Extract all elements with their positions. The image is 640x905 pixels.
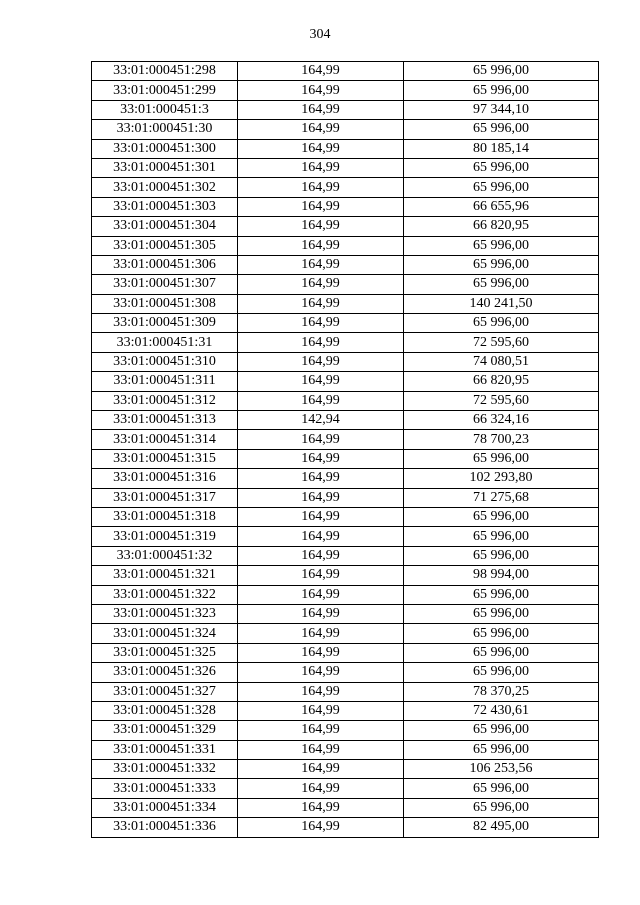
cadastral-number-cell: 33:01:000451:305 [92, 236, 238, 255]
cadastral-number-cell: 33:01:000451:308 [92, 294, 238, 313]
table-row [92, 721, 599, 740]
cadastral-number-cell: 33:01:000451:309 [92, 314, 238, 333]
cadastral-value-cell: 65 996,00 [404, 255, 599, 274]
cadastral-number-cell: 33:01:000451:301 [92, 158, 238, 177]
table-row [92, 643, 599, 662]
cadastral-number-cell: 33:01:000451:3 [92, 100, 238, 119]
area-cell: 164,99 [238, 120, 404, 139]
cadastral-value-cell: 65 996,00 [404, 120, 599, 139]
cadastral-value-cell: 66 655,96 [404, 197, 599, 216]
cadastral-number-cell: 33:01:000451:300 [92, 139, 238, 158]
cadastral-number-cell: 33:01:000451:323 [92, 604, 238, 623]
table-row [92, 139, 599, 158]
table-row [92, 255, 599, 274]
cadastral-value-cell: 140 241,50 [404, 294, 599, 313]
area-cell: 164,99 [238, 701, 404, 720]
table-row [92, 604, 599, 623]
area-cell: 164,99 [238, 760, 404, 779]
cadastral-number-cell: 33:01:000451:299 [92, 81, 238, 100]
cadastral-value-cell: 65 996,00 [404, 81, 599, 100]
cadastral-number-cell: 33:01:000451:326 [92, 663, 238, 682]
table-body [92, 62, 599, 838]
cadastral-number-cell: 33:01:000451:30 [92, 120, 238, 139]
area-cell: 164,99 [238, 663, 404, 682]
cadastral-number-cell: 33:01:000451:334 [92, 798, 238, 817]
cadastral-number-cell: 33:01:000451:314 [92, 430, 238, 449]
area-cell: 164,99 [238, 527, 404, 546]
area-cell: 164,99 [238, 158, 404, 177]
cadastral-value-cell: 72 430,61 [404, 701, 599, 720]
area-cell: 164,99 [238, 818, 404, 837]
cadastral-value-cell: 74 080,51 [404, 352, 599, 371]
table-row [92, 585, 599, 604]
cadastral-value-cell: 97 344,10 [404, 100, 599, 119]
area-cell: 164,99 [238, 275, 404, 294]
area-cell: 164,99 [238, 352, 404, 371]
table-row [92, 120, 599, 139]
table-row [92, 62, 599, 81]
table-row [92, 430, 599, 449]
cadastral-number-cell: 33:01:000451:328 [92, 701, 238, 720]
cadastral-number-cell: 33:01:000451:325 [92, 643, 238, 662]
cadastral-value-cell: 65 996,00 [404, 236, 599, 255]
area-cell: 164,99 [238, 197, 404, 216]
cadastral-value-table [91, 61, 599, 838]
area-cell: 164,99 [238, 217, 404, 236]
area-cell: 142,94 [238, 411, 404, 430]
cadastral-number-cell: 33:01:000451:313 [92, 411, 238, 430]
area-cell: 164,99 [238, 236, 404, 255]
table-row [92, 197, 599, 216]
area-cell: 164,99 [238, 643, 404, 662]
cadastral-number-cell: 33:01:000451:302 [92, 178, 238, 197]
table-row [92, 798, 599, 817]
cadastral-value-cell: 80 185,14 [404, 139, 599, 158]
area-cell: 164,99 [238, 546, 404, 565]
table-row [92, 314, 599, 333]
table-row [92, 352, 599, 371]
area-cell: 164,99 [238, 178, 404, 197]
area-cell: 164,99 [238, 469, 404, 488]
area-cell: 164,99 [238, 62, 404, 81]
cadastral-number-cell: 33:01:000451:311 [92, 372, 238, 391]
table-row [92, 372, 599, 391]
cadastral-value-cell: 65 996,00 [404, 740, 599, 759]
table-row [92, 275, 599, 294]
table-row [92, 391, 599, 410]
table-row [92, 818, 599, 837]
area-cell: 164,99 [238, 255, 404, 274]
area-cell: 164,99 [238, 372, 404, 391]
cadastral-value-cell: 106 253,56 [404, 760, 599, 779]
table-row [92, 740, 599, 759]
cadastral-value-cell: 65 996,00 [404, 798, 599, 817]
table-row [92, 178, 599, 197]
table-row [92, 333, 599, 352]
table-row [92, 217, 599, 236]
cadastral-value-cell: 102 293,80 [404, 469, 599, 488]
cadastral-number-cell: 33:01:000451:303 [92, 197, 238, 216]
area-cell: 164,99 [238, 721, 404, 740]
cadastral-number-cell: 33:01:000451:298 [92, 62, 238, 81]
cadastral-number-cell: 33:01:000451:329 [92, 721, 238, 740]
table-row [92, 566, 599, 585]
cadastral-value-cell: 65 996,00 [404, 624, 599, 643]
table-row [92, 779, 599, 798]
cadastral-value-cell: 72 595,60 [404, 391, 599, 410]
cadastral-value-cell: 65 996,00 [404, 62, 599, 81]
cadastral-value-cell: 82 495,00 [404, 818, 599, 837]
cadastral-value-cell: 66 324,16 [404, 411, 599, 430]
cadastral-value-cell: 98 994,00 [404, 566, 599, 585]
table-row [92, 81, 599, 100]
cadastral-value-cell: 78 370,25 [404, 682, 599, 701]
table-row [92, 527, 599, 546]
table-row [92, 760, 599, 779]
cadastral-value-cell: 65 996,00 [404, 663, 599, 682]
area-cell: 164,99 [238, 139, 404, 158]
table-row [92, 507, 599, 526]
cadastral-value-cell: 65 996,00 [404, 643, 599, 662]
cadastral-value-cell: 65 996,00 [404, 449, 599, 468]
cadastral-number-cell: 33:01:000451:304 [92, 217, 238, 236]
cadastral-number-cell: 33:01:000451:310 [92, 352, 238, 371]
table-row [92, 158, 599, 177]
area-cell: 164,99 [238, 100, 404, 119]
table-row [92, 682, 599, 701]
table-row [92, 488, 599, 507]
table-row [92, 701, 599, 720]
cadastral-number-cell: 33:01:000451:336 [92, 818, 238, 837]
area-cell: 164,99 [238, 314, 404, 333]
table-row [92, 624, 599, 643]
cadastral-number-cell: 33:01:000451:312 [92, 391, 238, 410]
cadastral-value-cell: 65 996,00 [404, 721, 599, 740]
cadastral-number-cell: 33:01:000451:331 [92, 740, 238, 759]
area-cell: 164,99 [238, 604, 404, 623]
area-cell: 164,99 [238, 391, 404, 410]
cadastral-number-cell: 33:01:000451:324 [92, 624, 238, 643]
cadastral-number-cell: 33:01:000451:307 [92, 275, 238, 294]
cadastral-value-cell: 66 820,95 [404, 217, 599, 236]
cadastral-number-cell: 33:01:000451:321 [92, 566, 238, 585]
cadastral-number-cell: 33:01:000451:306 [92, 255, 238, 274]
area-cell: 164,99 [238, 566, 404, 585]
cadastral-value-cell: 65 996,00 [404, 527, 599, 546]
area-cell: 164,99 [238, 740, 404, 759]
table-row [92, 449, 599, 468]
cadastral-number-cell: 33:01:000451:31 [92, 333, 238, 352]
table-row [92, 546, 599, 565]
table-row [92, 411, 599, 430]
area-cell: 164,99 [238, 488, 404, 507]
cadastral-number-cell: 33:01:000451:322 [92, 585, 238, 604]
cadastral-number-cell: 33:01:000451:333 [92, 779, 238, 798]
area-cell: 164,99 [238, 624, 404, 643]
area-cell: 164,99 [238, 798, 404, 817]
table-row [92, 236, 599, 255]
cadastral-value-cell: 78 700,23 [404, 430, 599, 449]
cadastral-number-cell: 33:01:000451:315 [92, 449, 238, 468]
cadastral-value-cell: 65 996,00 [404, 585, 599, 604]
area-cell: 164,99 [238, 449, 404, 468]
cadastral-value-cell: 65 996,00 [404, 158, 599, 177]
cadastral-value-cell: 65 996,00 [404, 178, 599, 197]
area-cell: 164,99 [238, 507, 404, 526]
cadastral-value-cell: 65 996,00 [404, 546, 599, 565]
table-row [92, 294, 599, 313]
cadastral-value-cell: 65 996,00 [404, 604, 599, 623]
cadastral-value-cell: 72 595,60 [404, 333, 599, 352]
table-row [92, 663, 599, 682]
area-cell: 164,99 [238, 294, 404, 313]
cadastral-value-cell: 65 996,00 [404, 275, 599, 294]
page-number: 304 [309, 27, 331, 42]
area-cell: 164,99 [238, 430, 404, 449]
table-row [92, 469, 599, 488]
cadastral-number-cell: 33:01:000451:332 [92, 760, 238, 779]
area-cell: 164,99 [238, 81, 404, 100]
table-row [92, 100, 599, 119]
cadastral-number-cell: 33:01:000451:316 [92, 469, 238, 488]
cadastral-number-cell: 33:01:000451:32 [92, 546, 238, 565]
cadastral-number-cell: 33:01:000451:317 [92, 488, 238, 507]
area-cell: 164,99 [238, 779, 404, 798]
cadastral-value-cell: 65 996,00 [404, 314, 599, 333]
area-cell: 164,99 [238, 333, 404, 352]
cadastral-number-cell: 33:01:000451:318 [92, 507, 238, 526]
area-cell: 164,99 [238, 682, 404, 701]
area-cell: 164,99 [238, 585, 404, 604]
cadastral-value-cell: 66 820,95 [404, 372, 599, 391]
cadastral-number-cell: 33:01:000451:319 [92, 527, 238, 546]
cadastral-number-cell: 33:01:000451:327 [92, 682, 238, 701]
cadastral-value-cell: 71 275,68 [404, 488, 599, 507]
cadastral-value-cell: 65 996,00 [404, 779, 599, 798]
cadastral-value-cell: 65 996,00 [404, 507, 599, 526]
